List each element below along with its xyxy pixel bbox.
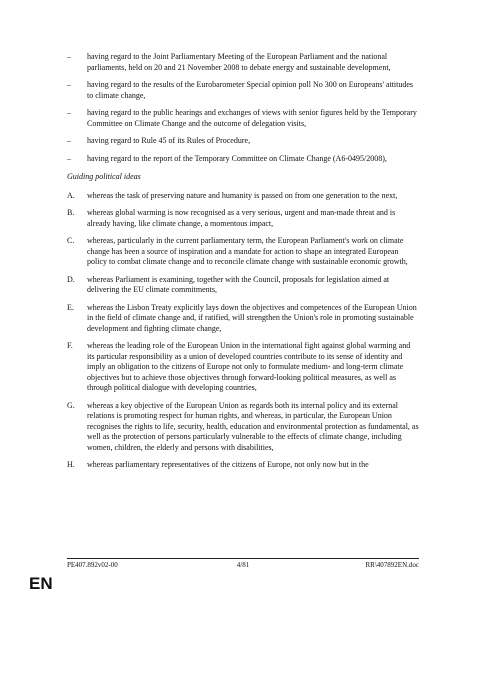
citation-item: – having regard to the results of the Eurobarometer Special opinion poll No 300 on Europeans' attitudes to climate change, bbox=[67, 80, 414, 100]
citation-item: – having regard to the public hearings and exchanges of views with senior figures held by the Temporary Committee on Climate Change and the outcome of delegation visits, bbox=[67, 108, 417, 128]
recital-item: D. whereas Parliament is examining, together with the Council, proposals for legislation aimed at delivering the EU climate commitments, bbox=[67, 274, 390, 294]
page-footer bbox=[67, 558, 419, 569]
citation-item: – having regard to the report of the Temporary Committee on Climate Change (A6-0495/2008), bbox=[67, 153, 387, 163]
recital-item: B. whereas global warming is now recognised as a very serious, urgent and man-made threat and is already having, like climate change, a momentous impact, bbox=[67, 208, 396, 228]
citation-item: – having regard to the Joint Parliamentary Meeting of the European Parliament and the national parliaments, held on 20 and 21 November 2008 to debate energy and sustainable development, bbox=[67, 52, 391, 72]
document-reference: PE407.892v02-00 bbox=[67, 561, 118, 569]
recital-item: H. whereas parliamentary representatives of the citizens of Europe, not only now but in the bbox=[67, 460, 369, 469]
citations-list bbox=[67, 52, 419, 164]
recital-item: E. whereas the Lisbon Treaty explicitly lays down the objectives and competences of the European Union in the field of climate change and, if ratified, will strengthen the Union's role in promoting sustainable development and fighting climate change, bbox=[67, 302, 417, 333]
language-code: EN bbox=[29, 574, 53, 593]
recital-item: A. whereas the task of preserving nature and humanity is passed on from one generation to the next, bbox=[67, 190, 398, 200]
page-number: 4/81 bbox=[236, 561, 250, 569]
recital-item: F. whereas the leading role of the European Union in the international fight against global warming and its particular responsibility as a union of developed countries contribute to its sense of identity and imply an obligation to the citizens of Europe not only to formulate medium- and long-term climate objectives but to achieve those objectives through forward-looking political measures, as well as through political dialogue with developing countries, bbox=[67, 341, 411, 392]
section-title: Guiding political ideas bbox=[67, 172, 141, 181]
recital-item: C. whereas, particularly in the current parliamentary term, the European Parliament's work on climate change has been a source of inspiration and a mandate for action to shape an integrated European policy to combat climate change and to reconcile climate change with sustainable economic growth, bbox=[67, 236, 408, 266]
file-name: RR\407892EN.doc bbox=[365, 561, 419, 569]
citation-item: – having regard to Rule 45 of its Rules of Procedure, bbox=[67, 136, 251, 145]
recital-item: G. whereas a key objective of the European Union as regards both its internal policy and its external relations is promoting respect for human rights, and whereas, in particular, the European Union recognises the rights to life, security, health, education and environmental protection as fundamental, as well as the protection of persons particularly vulnerable to the effects of climate change, including women, children, the elderly and persons with disabilities, bbox=[67, 400, 419, 452]
document-body bbox=[67, 52, 419, 478]
recitals-list bbox=[67, 191, 419, 471]
